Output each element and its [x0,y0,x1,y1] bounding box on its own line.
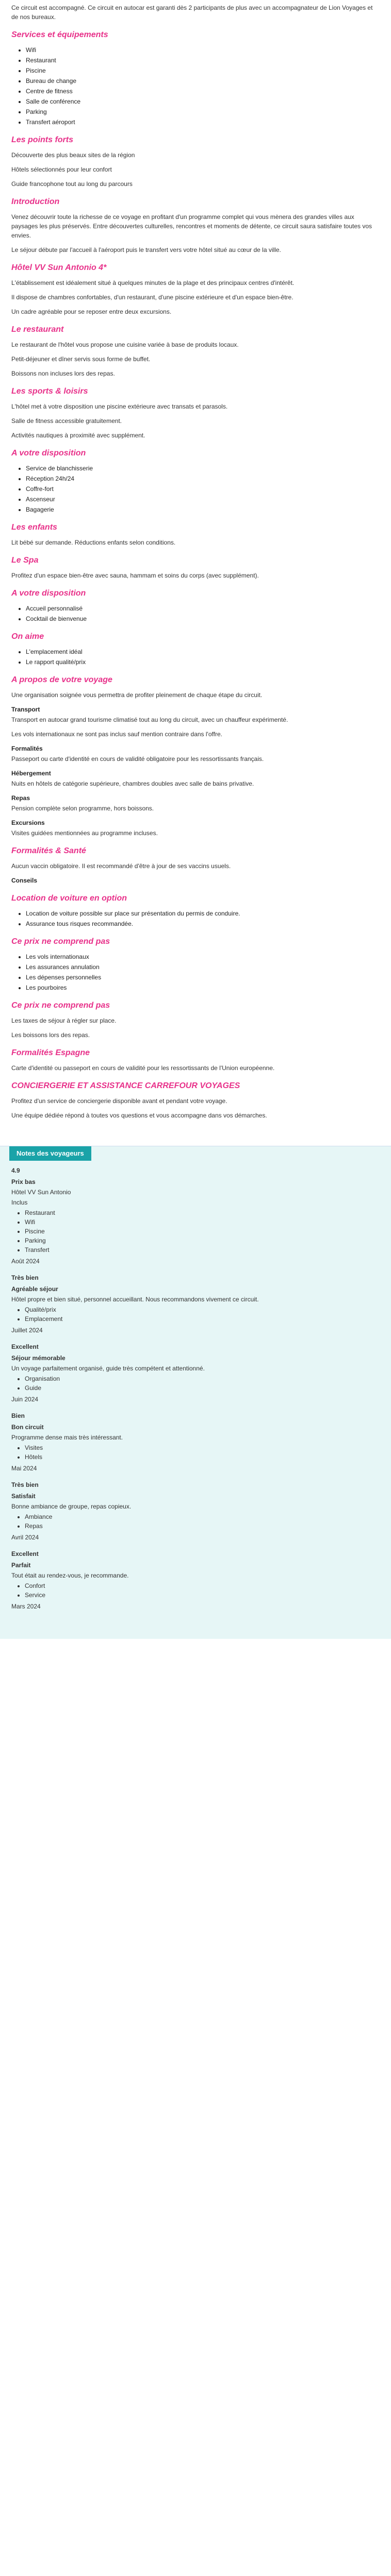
paragraph: Les taxes de séjour à régler sur place. [11,1017,117,1024]
review-item [11,1480,380,1542]
amenities-title: A votre disposition [11,449,86,457]
amenities-list [11,464,380,514]
arrival-title: A votre disposition [11,589,86,598]
review-item [11,1166,380,1266]
paragraph: Transport en autocar grand tourisme climatisé tout au long du circuit, avec un chauffeur expérimenté. [11,716,288,723]
list-item: • Qualité/prix [25,1305,380,1314]
paragraph: Il dispose de chambres confortables, d'un restaurant, d'une piscine extérieure et d'un espace bien-être. [11,294,294,301]
paragraph: Carte d'identité ou passeport en cours de validité pour les ressortissants de l'Union européenne. [11,1064,275,1072]
intro-text: Ce circuit est accompagné. Ce circuit en autocar est garanti dès 2 participants de plus avec un accompagnateur de Lion Voyages et de nos bureaux. [11,4,373,21]
review-tags [11,1374,380,1393]
about-trip-title: A propos de votre voyage [11,675,112,684]
highlights-title: Les points forts [11,135,74,144]
price-excludes-title: Ce prix ne comprend pas [11,937,110,946]
excursions-label: Excursions [11,819,45,826]
children-title: Les enfants [11,523,57,532]
list-item: • Parking [25,1236,380,1245]
review-item [11,1549,380,1611]
paragraph: Passeport ou carte d'identité en cours de validité obligatoire pour les ressortissants français. [11,755,264,762]
list-item: • Parking [26,107,380,116]
paragraph: L'hôtel met à votre disposition une piscine extérieure avec transats et parasols. [11,403,228,410]
paragraph: Les vols internationaux ne sont pas inclus sauf mention contraire dans l'offre. [11,731,222,738]
list-item: • Emplacement [25,1314,380,1324]
list-item: • Réception 24h/24 [26,474,380,483]
list-item: • Wifi [25,1217,380,1227]
meals-label: Repas [11,794,30,802]
review-date: Août 2024 [11,1257,40,1265]
car-rental-title: Location de voiture en option [11,894,127,903]
list-item: • Les vols internationaux [26,952,380,961]
list-item: • Repas [25,1521,380,1531]
paragraph: Activités nautiques à proximité avec supplément. [11,432,145,439]
concierge-title: CONCIERGERIE ET ASSISTANCE CARREFOUR VOYAGES [11,1081,240,1090]
list-item: • Bureau de change [26,76,380,86]
review-score: Très bien [11,1274,39,1281]
price-excludes-list [11,952,380,992]
advice-label: Conseils [11,877,38,884]
paragraph: Venez découvrir toute la richesse de ce voyage en profitant d'un programme complet qui vous mènera des grandes villes aux paysages les plus préservés. Entre découvertes culturelles, rencontres et moments de détente, ce circuit saura satisfaire toutes vos envies. [11,213,372,239]
we-like-list [11,647,380,667]
paragraph: Découverte des plus beaux sites de la région [11,151,135,159]
paragraph: Les boissons lors des repas. [11,1031,90,1039]
paragraph: Hôtels sélectionnés pour leur confort [11,166,112,173]
paragraph: Pension complète selon programme, hors boissons. [11,805,154,812]
list-item: • Wifi [26,45,380,55]
review-score: Bien [11,1412,25,1419]
list-item: • Centre de fitness [26,87,380,96]
review-title: Satisfait [11,1492,36,1500]
list-item: • Accueil personnalisé [26,604,380,613]
review-text: Tout était au rendez-vous, je recommande. [11,1571,129,1579]
list-item: • L'emplacement idéal [26,647,380,656]
paragraph: Le séjour débute par l'accueil à l'aéroport puis le transfert vers votre hôtel situé au cœur de la ville. [11,246,281,253]
paragraph: Profitez d'un espace bien-être avec sauna, hammam et soins du corps (avec supplément). [11,572,259,579]
we-like-title: On aime [11,632,44,641]
review-score: Excellent [11,1343,39,1350]
paragraph: Un cadre agréable pour se reposer entre deux excursions. [11,308,172,315]
review-item [11,1411,380,1473]
review-text: Programme dense mais très intéressant. [11,1433,123,1441]
review-date: Mai 2024 [11,1464,37,1472]
review-title: Agréable séjour [11,1285,58,1293]
paragraph: Une équipe dédiée répond à toutes vos questions et vous accompagne dans vos démarches. [11,1112,267,1119]
paragraph: Lit bébé sur demande. Réductions enfants selon conditions. [11,539,176,546]
price-excludes-title-2: Ce prix ne comprend pas [11,1001,110,1010]
review-text: Hôtel propre et bien situé, personnel accueillant. Nous recommandons vivement ce circuit. [11,1295,259,1303]
review-tags [11,1443,380,1462]
list-item: • Hôtels [25,1452,380,1462]
paragraph: Le restaurant de l'hôtel vous propose une cuisine variée à base de produits locaux. [11,341,239,348]
list-item: • Bagagerie [26,505,380,514]
review-score: Excellent [11,1550,39,1557]
list-item: • Ambiance [25,1512,380,1521]
review-date: Avril 2024 [11,1533,39,1541]
list-item: • Ascenseur [26,495,380,504]
paragraph: Profitez d'un service de conciergerie disponible avant et pendant votre voyage. [11,1097,227,1105]
review-title: Prix bas [11,1178,36,1185]
review-tags [11,1581,380,1600]
restaurant-title: Le restaurant [11,325,64,334]
product-description [0,0,391,1146]
introduction-title: Introduction [11,197,60,206]
list-item: • Service de blanchisserie [26,464,380,473]
list-item: • Les dépenses personnelles [26,973,380,982]
list-item: • Guide [25,1383,380,1393]
transport-label: Transport [11,706,40,713]
review-item [11,1273,380,1335]
services-title: Services et équipements [11,30,108,39]
review-tags [11,1512,380,1531]
list-item: • Transfert [25,1245,380,1255]
paragraph: Salle de fitness accessible gratuitement. [11,417,122,425]
list-item: • Organisation [25,1374,380,1383]
reviews-tab[interactable]: Notes des voyageurs [9,1146,91,1161]
spain-formalities-title: Formalités Espagne [11,1048,90,1057]
review-text: Bonne ambiance de groupe, repas copieux. [11,1502,132,1510]
reviews-list [0,1161,391,1623]
lodging-label: Hébergement [11,770,51,777]
list-item: • Location de voiture possible sur place sur présentation du permis de conduire. [26,909,380,918]
list-item: • Restaurant [25,1208,380,1217]
list-item: • Visites [25,1443,380,1452]
paragraph: Boissons non incluses lors des repas. [11,370,115,377]
review-text: Un voyage parfaitement organisé, guide très compétent et attentionné. [11,1364,205,1372]
review-date: Juillet 2024 [11,1326,43,1334]
list-item: • Le rapport qualité/prix [26,657,380,667]
review-tags [11,1208,380,1255]
list-item: • Piscine [25,1227,380,1236]
paragraph: Petit-déjeuner et dîner servis sous forme de buffet. [11,355,151,363]
paragraph: Une organisation soignée vous permettra de profiter pleinement de chaque étape du circuit. [11,691,263,699]
car-rental-list [11,909,380,928]
review-date: Mars 2024 [11,1602,41,1610]
reviews-panel [0,1146,391,1639]
review-text: Inclus [11,1198,28,1206]
list-item: • Coffre-fort [26,484,380,494]
review-title: Bon circuit [11,1423,44,1431]
spa-title: Le Spa [11,556,39,565]
services-list [11,45,380,127]
health-title: Formalités & Santé [11,846,86,855]
review-text: Hôtel VV Sun Antonio [11,1188,71,1196]
list-item: • Piscine [26,66,380,75]
review-score: Très bien [11,1481,39,1488]
sports-title: Les sports & loisirs [11,387,88,396]
list-item: • Les pourboires [26,983,380,992]
paragraph: Guide francophone tout au long du parcours [11,180,133,188]
formalities-label: Formalités [11,745,43,752]
list-item: • Assurance tous risques recommandée. [26,919,380,928]
review-date: Juin 2024 [11,1395,39,1403]
arrival-list [11,604,380,623]
hotel-title: Hôtel VV Sun Antonio 4* [11,263,107,272]
review-score: 4.9 [11,1166,20,1174]
review-title: Séjour mémorable [11,1354,66,1362]
list-item: • Cocktail de bienvenue [26,614,380,623]
review-title: Parfait [11,1561,31,1569]
paragraph: Visites guidées mentionnées au programme incluses. [11,829,158,837]
list-item: • Confort [25,1581,380,1590]
list-item: • Salle de conférence [26,97,380,106]
list-item: • Transfert aéroport [26,117,380,127]
review-tags [11,1305,380,1324]
list-item: • Les assurances annulation [26,962,380,972]
paragraph: Aucun vaccin obligatoire. Il est recommandé d'être à jour de ses vaccins usuels. [11,862,231,870]
review-item [11,1342,380,1404]
list-item: • Restaurant [26,56,380,65]
list-item: • Service [25,1590,380,1600]
paragraph: L'établissement est idéalement situé à quelques minutes de la plage et des principaux centres d'intérêt. [11,279,295,286]
paragraph: Nuits en hôtels de catégorie supérieure, chambres doubles avec salle de bains privative. [11,780,254,787]
